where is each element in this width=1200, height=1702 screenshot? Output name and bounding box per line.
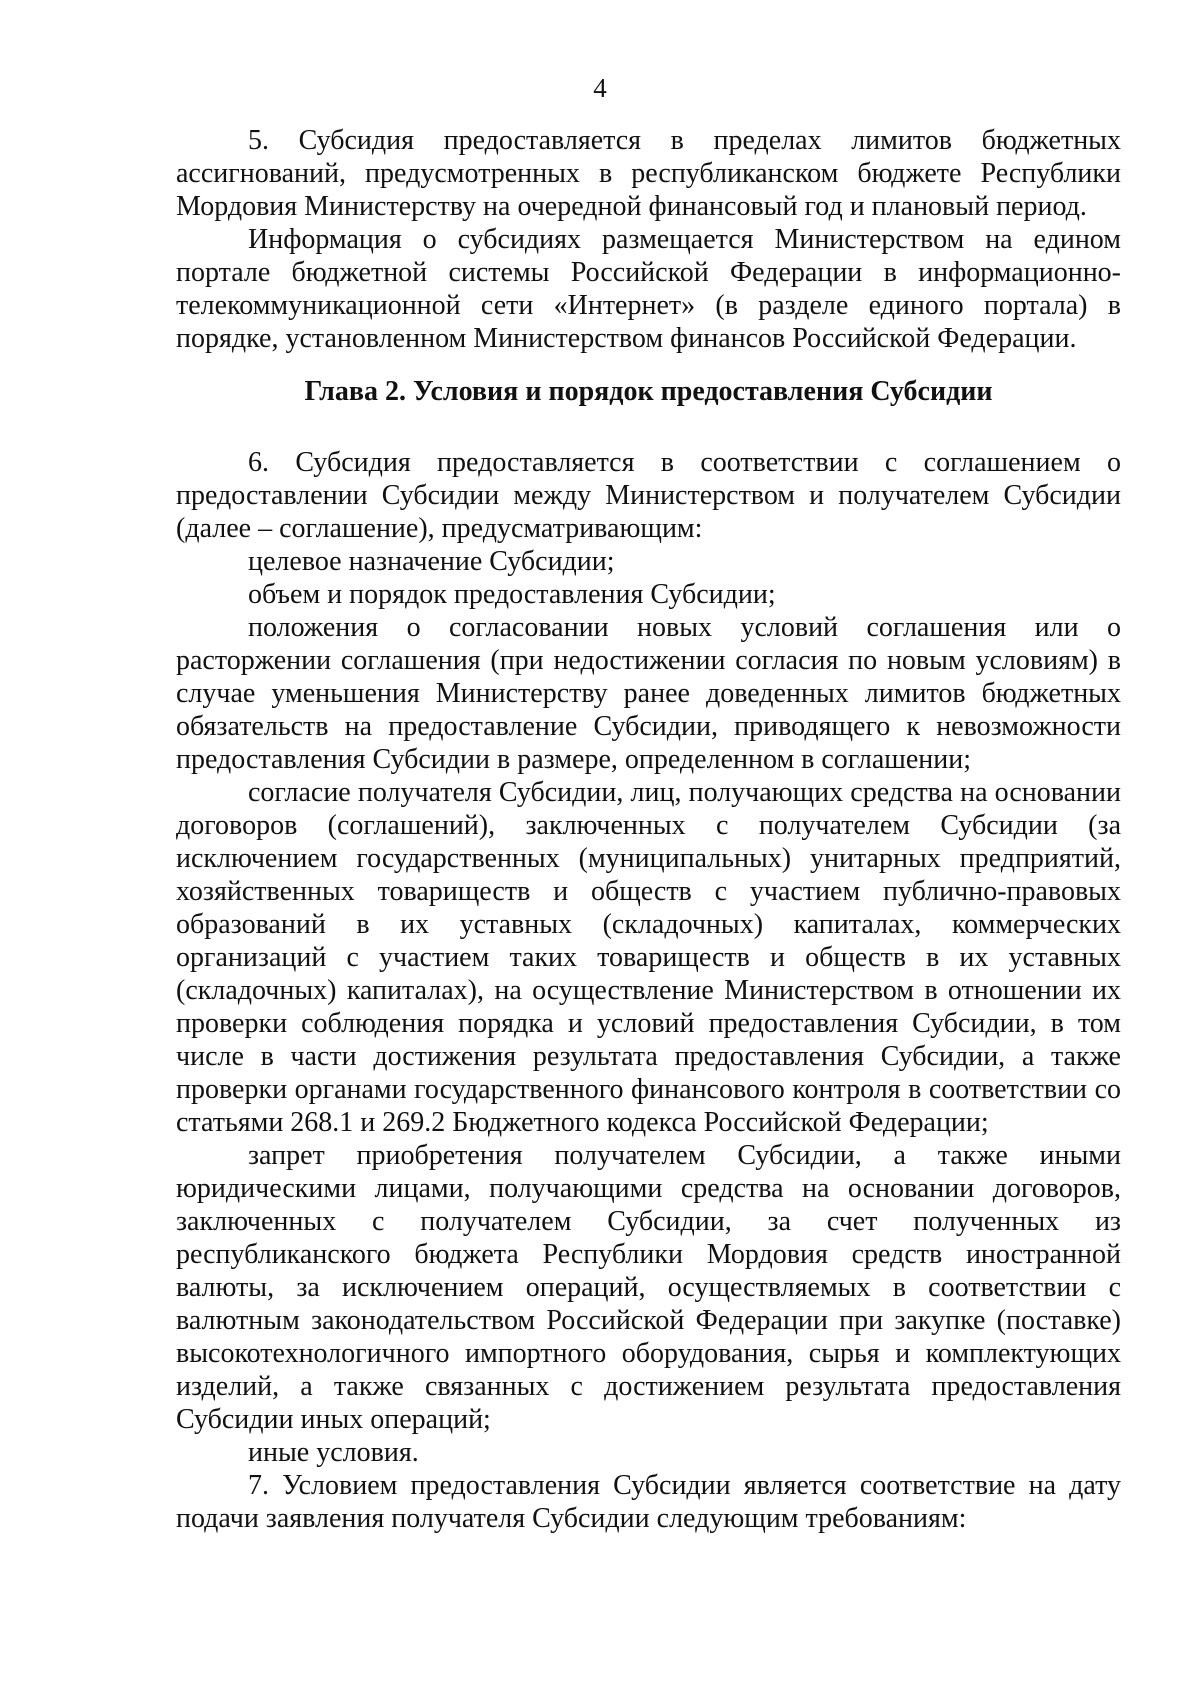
list-item-consent: согласие получателя Субсидии, лиц, получающих средства на основании договоров (соглашений), заключенных с получателем Субсидии (за исключением государственных (муниципальных) унитарных предприятий, хозяйственных товариществ и обществ с участием публично-правовых образований в их уставных (складочных) капиталах, коммерческих организаций с участием таких товариществ и обществ в их уставных (складочных) капиталах), на осуществление Министерством в отношении их проверки соблюдения порядка и условий предоставления Субсидии, в том числе в части достижения результата предоставления Субсидии, а также проверки органами государственного финансового контроля в соответствии со статьями 268.1 и 269.2 Бюджетного кодекса Российской Федерации;: [176, 777, 1121, 1138]
list-item-other: иные условия.: [248, 1437, 419, 1468]
list-item-prohibition: запрет приобретения получателем Субсидии, а также иными юридическими лицами, получающими средства на основании договоров, заключенных с получателем Субсидии, за счет полученных из республиканского бюджета Республики Мордовия средств иностранной валюты, за исключением операций, осуществляемых в соответствии с валютным законодательством Российской Федерации при закупке (поставке) высокотехнологичного импортного оборудования, сырья и комплектующих изделий, а также связанных с достижением результата предоставления Субсидии иных операций;: [176, 1140, 1121, 1435]
list-item-new-terms: положения о согласовании новых условий соглашения или о расторжении соглашения (при недостижении согласия по новым условиям) в случае уменьшения Министерству ранее доведенных лимитов бюджетных обязательств на предоставление Субсидии, приводящего к невозможности предоставления Субсидии в размере, определенном в соглашении;: [176, 612, 1121, 775]
page-number: 4: [593, 73, 607, 103]
chapter-heading: Глава 2. Условия и порядок предоставления Субсидии: [304, 376, 993, 407]
paragraph-7: 7. Условием предоставления Субсидии является соответствие на дату подачи заявления получателя Субсидии следующим требованиям:: [176, 1470, 1121, 1534]
list-item-purpose: целевое назначение Субсидии;: [248, 546, 615, 577]
paragraph-6-intro: 6. Субсидия предоставляется в соответствии с соглашением о предоставлении Субсидии между Министерством и получателем Субсидии (далее – соглашение), предусматривающим:: [176, 447, 1121, 544]
list-item-volume: объем и порядок предоставления Субсидии;: [248, 579, 776, 610]
paragraph-subsidy-info: Информация о субсидиях размещается Министерством на едином портале бюджетной системы Российской Федерации в информационно-телекоммуникационной сети «Интернет» (в разделе единого портала) в порядке, установленном Министерством финансов Российской Федерации.: [176, 224, 1121, 354]
paragraph-5: 5. Субсидия предоставляется в пределах лимитов бюджетных ассигнований, предусмотренных в республиканском бюджете Республики Мордовия Министерству на очередной финансовый год и плановый период.: [176, 125, 1121, 222]
document-body: [176, 124, 1121, 1535]
